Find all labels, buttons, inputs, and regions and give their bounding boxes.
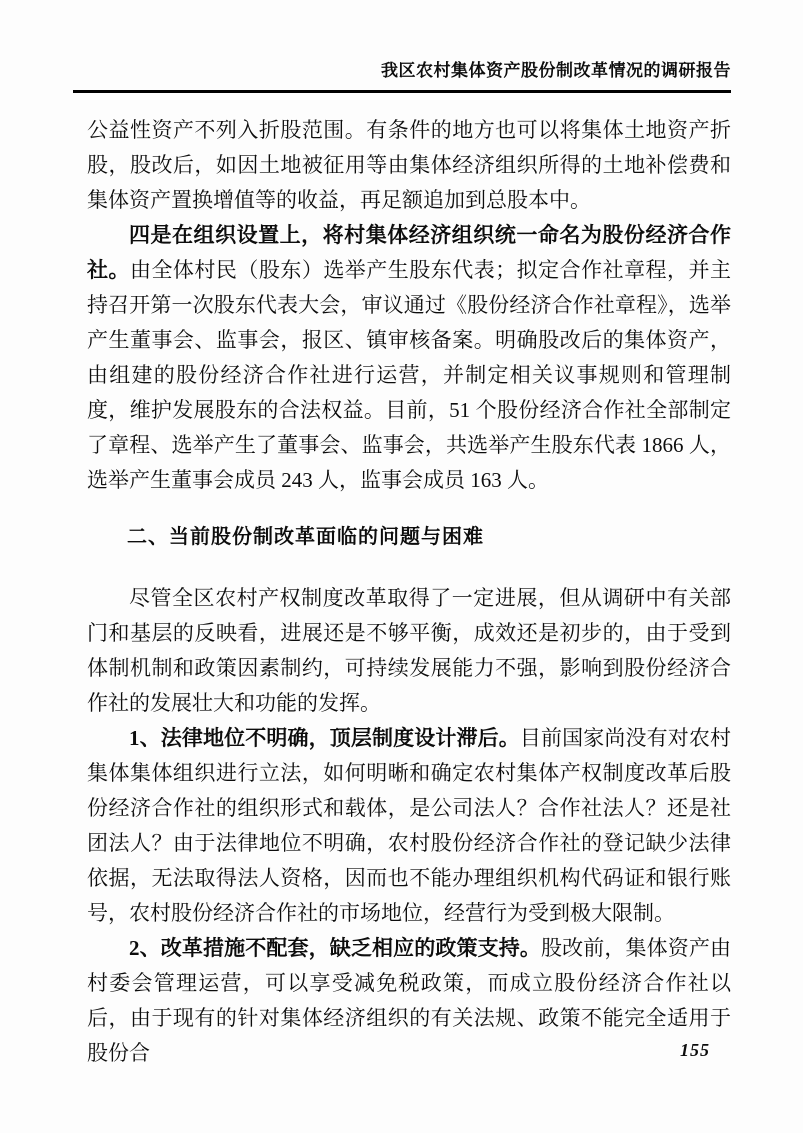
paragraph-overview <box>87 581 731 721</box>
document-body <box>87 113 731 1071</box>
paragraph-lead: 2、改革措施不配套，缺乏相应的政策支持。 <box>129 936 541 960</box>
paragraph-text: 公益性资产不列入折股范围。有条件的地方也可以将集体土地资产折股，股改后，如因土地被征用等由集体经济组织所得的土地补偿费和集体资产置换增值等的收益，再足额追加到总股本中。 <box>87 118 731 212</box>
paragraph-lead: 1、法律地位不明确，顶层制度设计滞后。 <box>129 726 520 750</box>
paragraph-text: 由全体村民（股东）选举产生股东代表；拟定合作社章程，并主持召开第一次股东代表大会，审议通过《股份经济合作社章程》，选举产生董事会、监事会，报区、镇审核备案。明确股改后的集体资产，由组建的股份经济合作社进行运营，并制定相关议事规则和管理制度，维护发展股东的合法权益。目前，51 个股份经济合作社全部制定了章程、选举产生了董事会、监事会，共选举产生股东代表 1866 人，选举产生董事会成员 243 人，监事会成员 163 人。 <box>87 258 732 492</box>
running-head-title: 我区农村集体资产股份制改革情况的调研报告 <box>381 61 731 80</box>
paragraph-text: 尽管全区农村产权制度改革取得了一定进展，但从调研中有关部门和基层的反映看，进展还是不够平衡，成效还是初步的，由于受到体制机制和政策因素制约，可持续发展能力不强，影响到股份经济合作社的发展壮大和功能的发挥。 <box>87 586 731 715</box>
paragraph-text: 股改前，集体资产由村委会管理运营，可以享受减免税政策，而成立股份经济合作社以后，由于现有的针对集体经济组织的有关法规、政策不能完全适用于股份合 <box>87 936 731 1065</box>
paragraph-text: 目前国家尚没有对农村集体集体组织进行立法，如何明晰和确定农村集体产权制度改革后股份经济合作社的组织形式和载体，是公司法人？合作社法人？还是社团法人？由于法律地位不明确，农村股份经济合作社的登记缺少法律依据，无法取得法人资格，因而也不能办理组织机构代码证和银行账号，农村股份经济合作社的市场地位，经营行为受到极大限制。 <box>87 726 731 925</box>
page-number: 155 <box>680 1040 710 1060</box>
paragraph-problem-2 <box>87 931 731 1071</box>
paragraph-continuation <box>87 113 731 218</box>
paragraph-lead: 四是在组织设置上，将村集体经济组织统一命名为股份经济合作社。 <box>87 223 731 282</box>
paragraph-item-four <box>87 218 731 498</box>
section-heading: 二、当前股份制改革面临的问题与困难 <box>127 526 484 548</box>
page-header <box>73 60 731 93</box>
header-rule <box>73 90 731 93</box>
paragraph-problem-1 <box>87 721 731 931</box>
